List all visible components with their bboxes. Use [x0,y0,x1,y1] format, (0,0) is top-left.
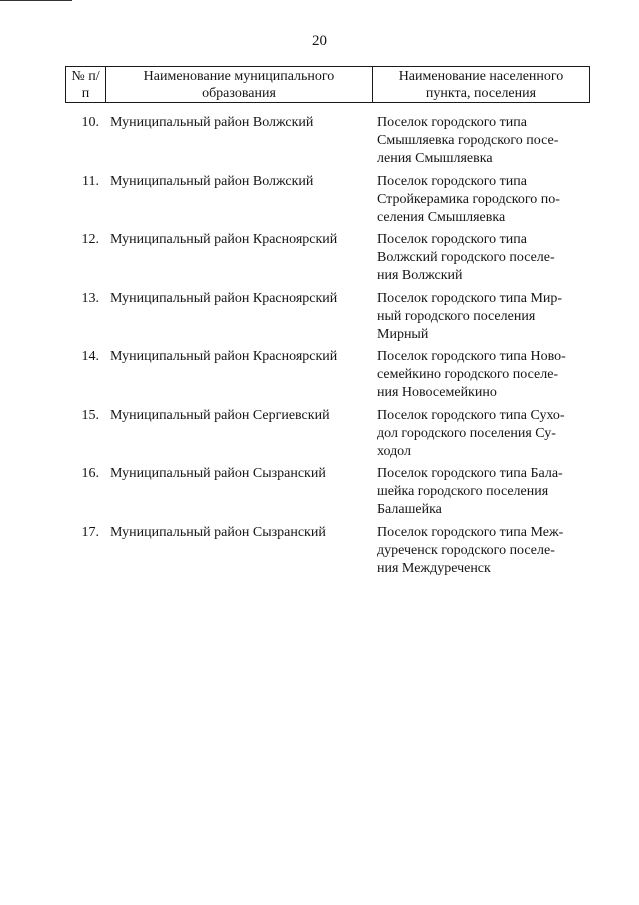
row-number: 12. [81,232,99,247]
municipality-name: Муниципальный район Волжский [110,173,314,189]
row-number: 17. [81,524,99,540]
row-number: 11. [82,173,99,189]
settlement-name [377,407,587,461]
settlement-line: Поселок городского типа Бала- [377,466,563,481]
settlement-line: ходол [377,443,411,459]
table-row [65,114,589,173]
table-row [65,348,589,407]
settlement-line: Мирный [377,326,429,342]
municipality-name: Муниципальный район Сызранский [110,524,326,540]
settlement-line: Поселок городского типа [377,115,527,130]
table-row [65,524,589,583]
scan-edge-mark [0,0,72,1]
table-header [65,66,590,103]
settlement-line: Поселок городского типа Мир- [377,290,563,306]
settlement-line: шейка городского поселения [377,484,549,499]
header-settlement: Наименование населенного пункта, поселения [373,67,590,103]
table-row [65,290,589,349]
settlement-line: Поселок городского типа Сухо- [377,407,565,423]
settlement-line: Смышляевка городского посе- [377,133,559,148]
row-number: 10. [81,115,99,130]
settlement-line: Поселок городского типа [377,232,527,247]
row-number: 15. [81,407,99,423]
settlement-line: дуреченск городского поселе- [377,542,555,558]
row-number: 16. [81,466,99,481]
settlement-line: ния Междуреченск [377,560,491,576]
settlement-line: ления Смышляевка [377,151,493,166]
municipality-name: Муниципальный район Красноярский [110,290,338,306]
settlement-line: Поселок городского типа [377,173,527,189]
settlement-name [377,231,587,285]
settlement-name [377,348,587,402]
settlement-name [377,173,587,227]
table-row [65,465,589,524]
table-body [65,114,589,582]
settlement-line: Балашейка [377,502,442,517]
settlement-line: Поселок городского типа Меж- [377,524,564,540]
municipality-name: Муниципальный район Красноярский [110,232,338,247]
settlement-line: ный городского поселения [377,308,536,324]
settlement-name [377,524,587,578]
settlement-name [377,114,587,168]
settlement-name [377,290,587,344]
page-number: 20 [312,33,327,49]
settlement-line: семейкино городского поселе- [377,367,559,382]
settlement-line: Волжский городского поселе- [377,250,555,265]
municipality-name: Муниципальный район Волжский [110,115,314,130]
municipality-name: Муниципальный район Красноярский [110,349,338,364]
row-number: 13. [81,290,99,306]
row-number: 14. [81,349,99,364]
table-row [65,231,589,290]
municipality-name: Муниципальный район Сергиевский [110,407,330,423]
settlement-line: Стройкерамика городского по- [377,191,560,207]
settlement-line: ния Волжский [377,268,463,283]
table-row [65,407,589,466]
table-row [65,173,589,232]
settlement-line: дол городского поселения Су- [377,425,556,441]
header-row [66,67,590,103]
settlement-line: ния Новосемейкино [377,385,497,400]
settlement-name [377,465,587,519]
settlement-line: селения Смышляевка [377,209,506,225]
settlement-line: Поселок городского типа Ново- [377,349,566,364]
header-municipality: Наименование муниципального образования [106,67,373,103]
municipality-name: Муниципальный район Сызранский [110,466,326,481]
header-num: № п/п [66,67,106,103]
